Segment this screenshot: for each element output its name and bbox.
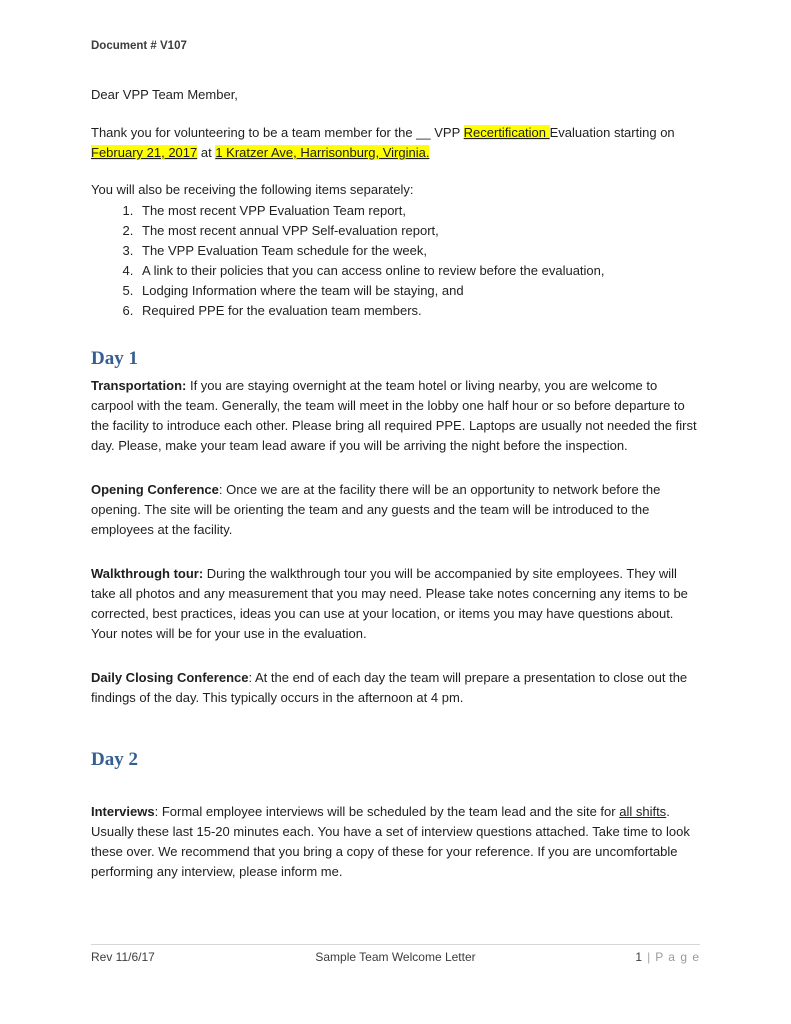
opening-conference-label: Opening Conference xyxy=(91,482,219,497)
list-item: 6. Required PPE for the evaluation team members. xyxy=(137,301,700,321)
salutation: Dear VPP Team Member, xyxy=(91,87,238,102)
highlight-date: February 21, 2017 xyxy=(91,145,198,160)
day1-heading: Day 1 xyxy=(91,348,138,369)
list-item: 5. Lodging Information where the team will be staying, and xyxy=(137,281,700,301)
intro-text-1: Thank you for volunteering to be a team member for the __ VPP xyxy=(91,125,464,140)
interviews-label: Interviews xyxy=(91,804,155,819)
footer-page xyxy=(635,950,700,964)
interviews-paragraph xyxy=(91,802,700,882)
intro-text-3: at xyxy=(197,145,216,160)
document-content xyxy=(91,0,700,882)
intro-paragraph xyxy=(91,123,700,163)
opening-conference-text: : Once we are at the facility there will be an opportunity to network before the opening. The site will be orienting the team and any guests and the team will be introduced to the employees at the facility. xyxy=(91,482,661,537)
footer-page-separator: | xyxy=(647,950,651,964)
items-intro: You will also be receiving the following items separately: xyxy=(91,182,414,197)
highlight-address: 1 Kratzer Ave, Harrisonburg, Virginia. xyxy=(215,145,430,160)
daily-closing-text: : At the end of each day the team will prepare a presentation to close out the findings of the day. This typically occurs in the afternoon at 4 pm. xyxy=(91,670,688,705)
day2-heading: Day 2 xyxy=(91,749,138,770)
walkthrough-label: Walkthrough tour: xyxy=(91,566,204,581)
footer-page-number: 1 xyxy=(635,950,643,964)
list-item: 1. The most recent VPP Evaluation Team report, xyxy=(137,201,700,221)
list-item: 3. The VPP Evaluation Team schedule for the week, xyxy=(137,241,700,261)
document-number: Document # V107 xyxy=(91,40,187,52)
opening-conference-paragraph xyxy=(91,480,700,540)
page-footer xyxy=(91,944,700,964)
footer-revision: Rev 11/6/17 xyxy=(91,950,155,964)
list-item: 4. A link to their policies that you can access online to review before the evaluation, xyxy=(137,261,700,281)
list-item: 2. The most recent annual VPP Self-evaluation report, xyxy=(137,221,700,241)
footer-title: Sample Team Welcome Letter xyxy=(315,950,476,964)
numbered-list xyxy=(91,201,700,321)
interviews-text-1: : Formal employee interviews will be scheduled by the team lead and the site for xyxy=(154,804,620,819)
daily-closing-label: Daily Closing Conference xyxy=(91,670,249,685)
transportation-label: Transportation: xyxy=(91,378,187,393)
daily-closing-paragraph xyxy=(91,668,700,708)
interviews-text-2: . Usually these last 15-20 minutes each. You have a set of interview questions attached. Take time to look these over. We recommend that you bring a copy of these for your reference. If you are uncomfortable performing any interview, please inform me. xyxy=(91,804,690,879)
transportation-paragraph xyxy=(91,376,700,456)
footer-page-word: P a g e xyxy=(655,950,700,964)
walkthrough-paragraph xyxy=(91,564,700,644)
highlight-recertification: Recertification xyxy=(463,125,550,140)
interviews-underlined: all shifts xyxy=(619,804,667,819)
intro-text-2: Evaluation starting on xyxy=(549,125,675,140)
transportation-text: If you are staying overnight at the team hotel or living nearby, you are welcome to carpool with the team. Generally, the team will meet in the lobby one half hour or so before departure to the facility to introduce each other. Please bring all required PPE. Laptops are usually not needed the first day. Please, make your team lead aware if you will be arriving the night before the inspection. xyxy=(91,378,697,453)
walkthrough-text: During the walkthrough tour you will be accompanied by site employees. They will take all photos and any measurement that you may need. Please take notes concerning any items to be corrected, best practices, ideas you can use at your location, or items you may have questions about. Your notes will be for your use in the evaluation. xyxy=(91,566,688,641)
